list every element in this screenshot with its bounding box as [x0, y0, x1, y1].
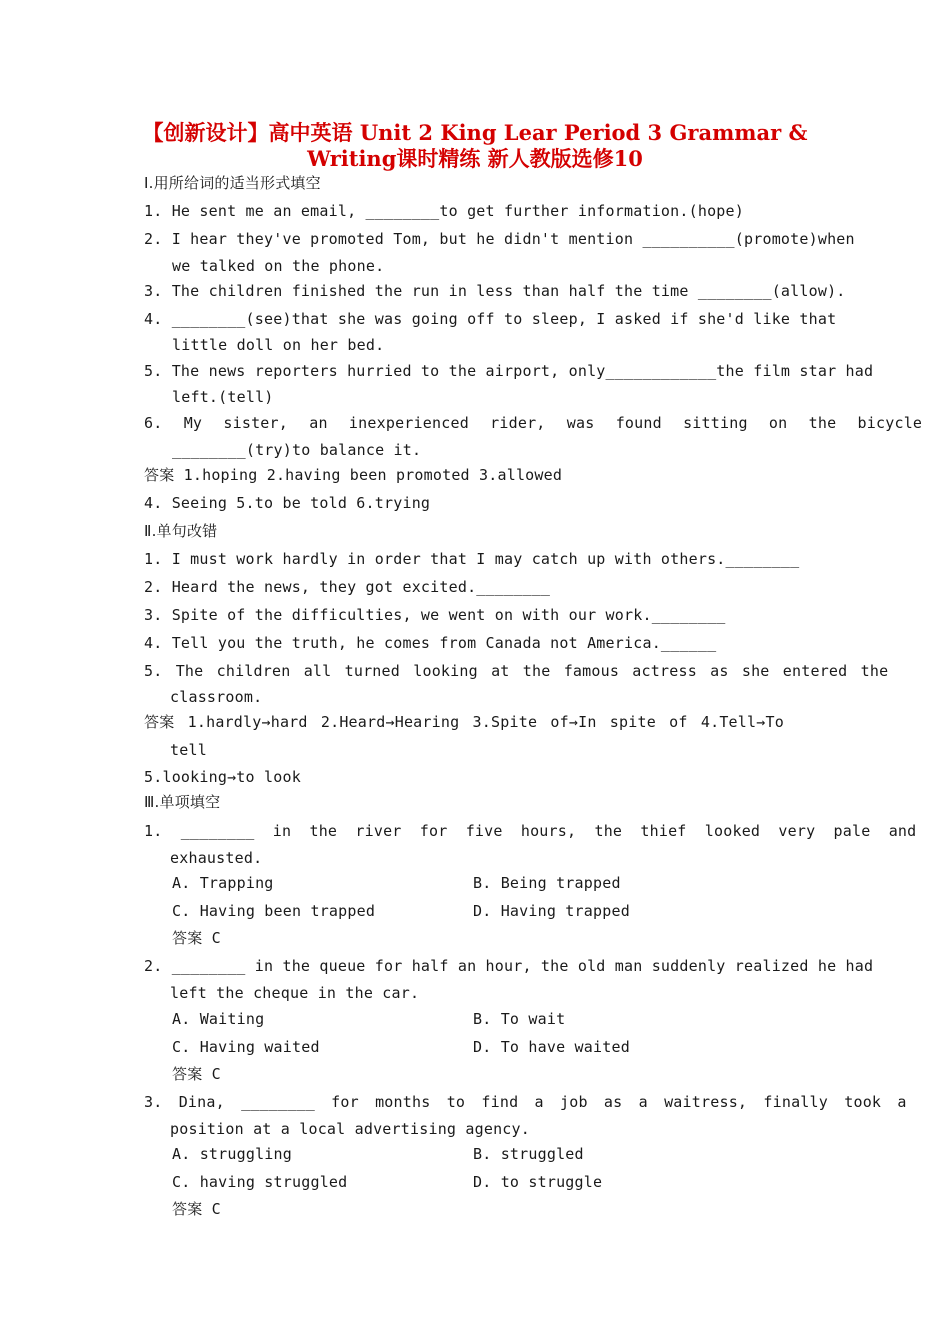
s2-answer-2: 5.looking→to look [144, 768, 301, 786]
q2-answer: 答案 C [172, 1065, 221, 1083]
s2-answer-1-cont: tell [170, 741, 207, 759]
s1-item-6: 6. My sister, an inexperienced rider, was found sitting on the bicycle [144, 414, 923, 432]
q2-stem-cont: left the cheque in the car. [170, 984, 420, 1002]
title-line-2: Writing课时精练 新人教版选修10 [307, 146, 643, 171]
section-1-heading: Ⅰ.用所给词的适当形式填空 [144, 174, 321, 192]
q3-stem-cont: position at a local advertising agency. [170, 1120, 530, 1138]
s1-answer-2: 4. Seeing 5.to be told 6.trying [144, 494, 431, 512]
s1-item-2: 2. I hear they've promoted Tom, but he didn't mention __________(promote)when [144, 230, 855, 248]
q1-option-c: C. Having been trapped [172, 902, 376, 920]
q2-option-b: B. To wait [473, 1010, 566, 1028]
title-line-1: 【创新设计】高中英语 Unit 2 King Lear Period 3 Grammar & [142, 120, 808, 145]
q3-option-c: C. having struggled [172, 1173, 348, 1191]
s1-item-6-cont: ________(try)to balance it. [172, 441, 422, 459]
section-3-heading: Ⅲ.单项填空 [144, 793, 221, 811]
q2-option-d: D. To have waited [473, 1038, 630, 1056]
q2-option-c: C. Having waited [172, 1038, 320, 1056]
q3-stem: 3. Dina, ________ for months to find a job as a waitress, finally took a [144, 1093, 907, 1111]
s2-item-3: 3. Spite of the difficulties, we went on with our work.________ [144, 606, 726, 624]
q2-option-a: A. Waiting [172, 1010, 265, 1028]
s2-item-4: 4. Tell you the truth, he comes from Canada not America.______ [144, 634, 717, 652]
s1-item-1: 1. He sent me an email, ________to get further information.(hope) [144, 202, 744, 220]
q3-option-b: B. struggled [473, 1145, 584, 1163]
q1-option-a: A. Trapping [172, 874, 274, 892]
section-2-heading: Ⅱ.单句改错 [144, 522, 218, 540]
s2-item-5-cont: classroom. [170, 688, 263, 706]
s1-item-4-cont: little doll on her bed. [172, 336, 385, 354]
q1-answer: 答案 C [172, 929, 221, 947]
s2-item-2: 2. Heard the news, they got excited.________ [144, 578, 551, 596]
s1-item-3: 3. The children finished the run in less than half the time ________(allow). [144, 282, 846, 300]
q1-stem-cont: exhausted. [170, 849, 263, 867]
q3-option-a: A. struggling [172, 1145, 292, 1163]
s1-answer-1: 答案 1.hoping 2.having been promoted 3.allowed [144, 466, 563, 484]
q1-stem: 1. ________ in the river for five hours, the thief looked very pale and [144, 822, 917, 840]
s1-item-4: 4. ________(see)that she was going off to sleep, I asked if she'd like that [144, 310, 837, 328]
q3-option-d: D. to struggle [473, 1173, 603, 1191]
q2-stem: 2. ________ in the queue for half an hour, the old man suddenly realized he had [144, 957, 874, 975]
s1-item-5-cont: left.(tell) [172, 388, 274, 406]
s1-item-5: 5. The news reporters hurried to the airport, only____________the film star had [144, 362, 874, 380]
s2-item-5: 5. The children all turned looking at the famous actress as she entered the [144, 662, 889, 680]
s1-item-2-cont: we talked on the phone. [172, 257, 385, 275]
s2-answer-1: 答案 1.hardly→hard 2.Heard→Hearing 3.Spite of→In spite of 4.Tell→To [144, 713, 784, 731]
document-title [140, 120, 810, 172]
q1-option-d: D. Having trapped [473, 902, 630, 920]
s2-item-1: 1. I must work hardly in order that I may catch up with others.________ [144, 550, 800, 568]
q3-answer: 答案 C [172, 1200, 221, 1218]
q1-option-b: B. Being trapped [473, 874, 621, 892]
